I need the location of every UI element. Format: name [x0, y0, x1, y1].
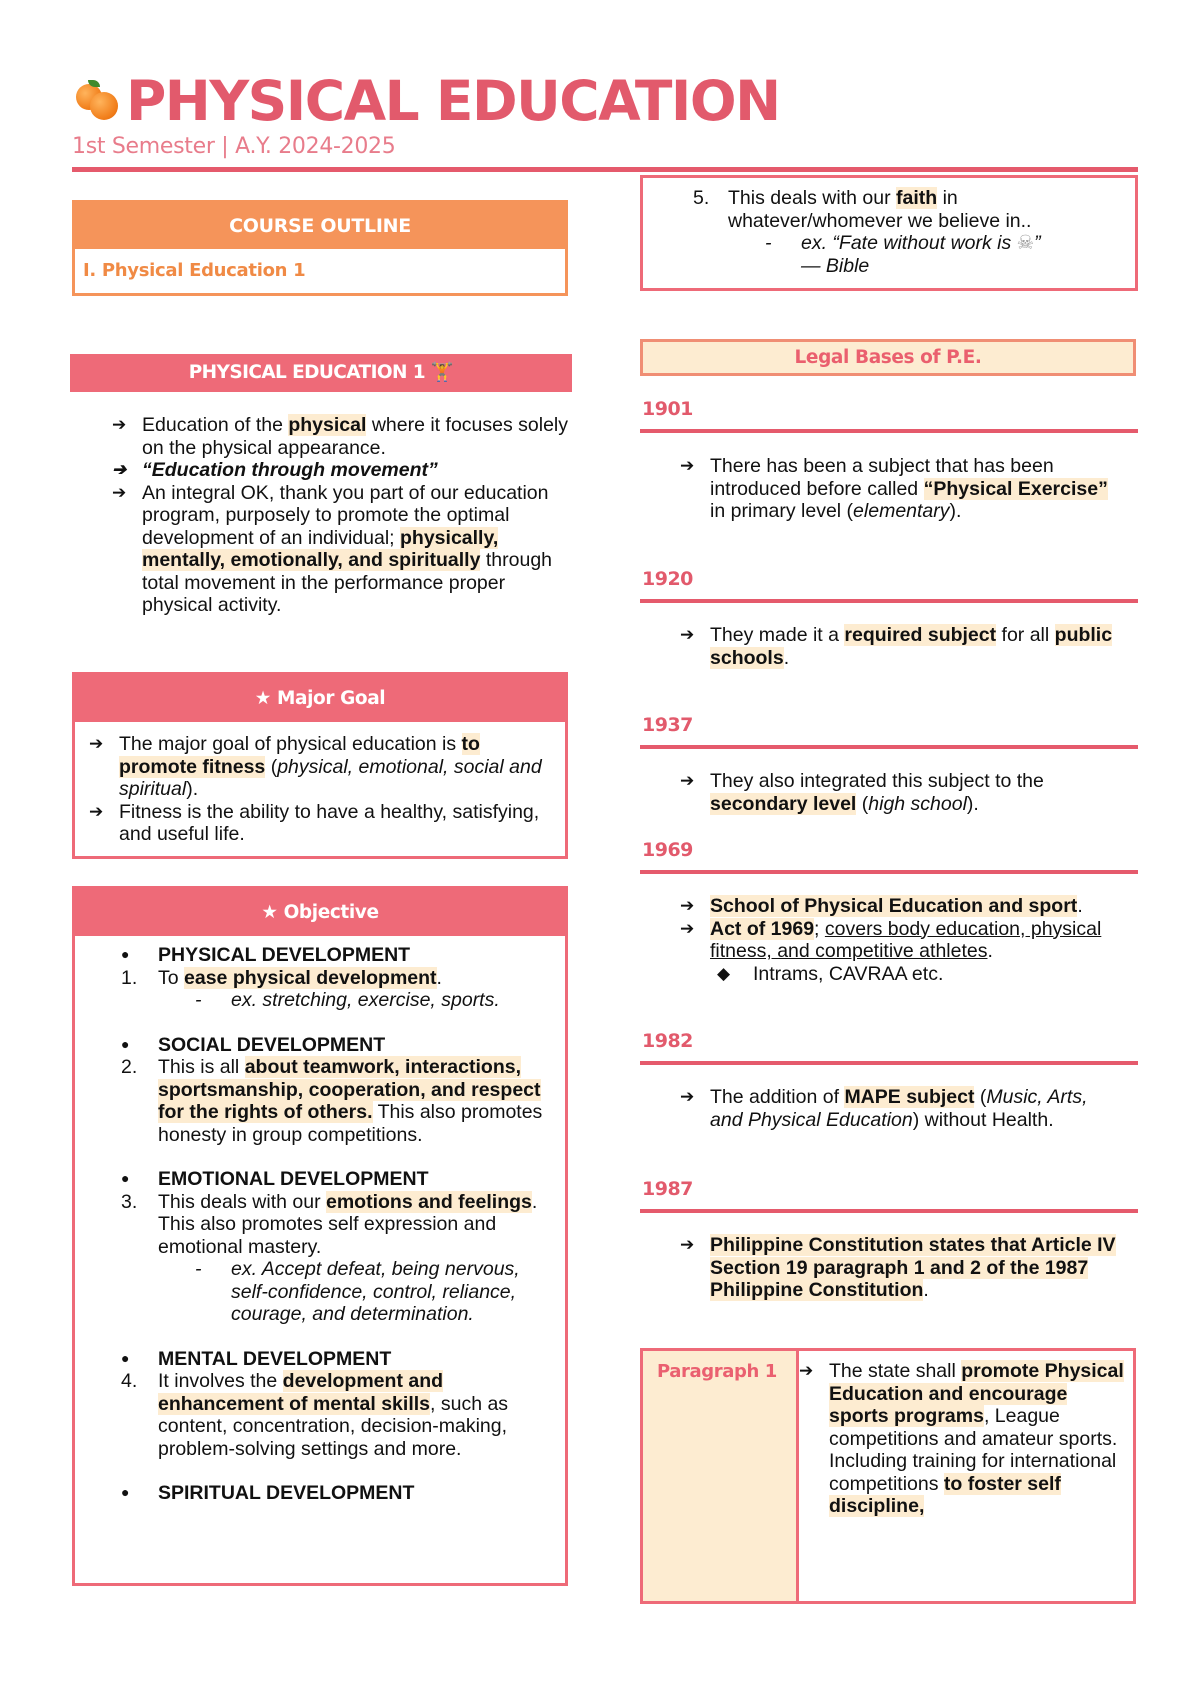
list-item: ➔ “Education through movement”: [112, 459, 572, 482]
year-1982-text: ➔ The addition of MAPE subject (Music, Arts, and Physical Education) without Health.: [680, 1086, 1120, 1131]
year-1937: 1937: [642, 714, 693, 736]
year-divider: [640, 870, 1138, 874]
year-1987-text: ➔ Philippine Constitution states that Article IV Section 19 paragraph 1 and 2 of the 1987 Philippine Constitution.: [680, 1234, 1140, 1302]
year-1901-text: ➔ There has been a subject that has been introduced before called “Physical Exercise” in primary level (elementary).: [680, 455, 1120, 523]
pe1-heading: PHYSICAL EDUCATION 1 🏋: [70, 354, 572, 392]
list-item: ➔ The major goal of physical education is to promote fitness (physical, emotional, social and spiritual).: [89, 733, 555, 801]
objective-heading: ★ Objective: [75, 889, 565, 936]
year-1937-text: ➔ They also integrated this subject to the secondary level (high school).: [680, 770, 1120, 815]
year-divider: [640, 745, 1138, 749]
year-1901: 1901: [642, 398, 693, 420]
paragraph1-label-cell: [643, 1351, 799, 1601]
paragraph1-table: [640, 1348, 1136, 1604]
semester-subtitle: 1st Semester | A.Y. 2024-2025: [72, 134, 396, 159]
skull-icon: ☠: [1016, 232, 1035, 254]
spiritual-continued-box: 5. This deals with our faith in whatever/whomever we believe in.. - ex. “Fate without work is ☠” — Bible: [640, 175, 1138, 291]
bullet-icon: ●: [121, 1035, 130, 1052]
bullet-icon: ●: [121, 1484, 130, 1500]
objective-box: [72, 886, 568, 1586]
course-outline-item[interactable]: I. Physical Education 1: [83, 260, 306, 281]
paragraph1-label: Paragraph 1: [657, 1361, 777, 1382]
header-divider: [72, 167, 1138, 172]
year-1982: 1982: [642, 1030, 693, 1052]
year-1920-text: ➔ They made it a required subject for all public schools.: [680, 624, 1120, 669]
year-divider: [640, 599, 1138, 603]
major-goal-heading: ★ Major Goal: [75, 675, 565, 722]
course-outline-box: [72, 200, 568, 296]
oranges-icon: [74, 74, 126, 124]
objective-emotional: ● EMOTIONAL DEVELOPMENT 3. This deals with our emotions and feelings. This also promotes self expression and emotional mastery. - ex. Accept defeat, being nervous, self-confidence, control, reliance, courage, and determination.: [121, 1168, 538, 1325]
course-outline-heading: COURSE OUTLINE: [75, 203, 565, 249]
objective-physical: ● PHYSICAL DEVELOPMENT 1. To ease physical development. - ex. stretching, exercise, sports.: [121, 944, 500, 1011]
pe1-bullets: [112, 414, 572, 617]
year-divider: [640, 1209, 1138, 1213]
year-1987: 1987: [642, 1178, 693, 1200]
bullet-icon: ●: [121, 1349, 130, 1366]
year-1969-text: ➔ School of Physical Education and sport. ➔ Act of 1969; covers body education, physical fitness, and competitive athletes. ◆ Intrams, CAVRAA etc.: [680, 895, 1125, 985]
bullet-icon: ●: [121, 946, 130, 962]
major-goal-box: [72, 672, 568, 859]
objective-social: ● SOCIAL DEVELOPMENT 2. This is all about teamwork, interactions, sportsmanship, cooperation, and respect for the rights of others. This also promotes honesty in group competitions.: [121, 1033, 543, 1146]
list-item: ➔ An integral OK, thank you part of our education program, purposely to promote the optimal development of an individual; physically, mentally, emotionally, and spiritually through total movement in the performance proper physical activity.: [112, 482, 572, 617]
list-item: ➔ Fitness is the ability to have a healthy, satisfying, and useful life.: [89, 801, 555, 846]
year-1920: 1920: [642, 568, 693, 590]
objective-spiritual: ● SPIRITUAL DEVELOPMENT: [121, 1482, 415, 1504]
bullet-icon: ●: [121, 1170, 130, 1186]
year-1969: 1969: [642, 839, 693, 861]
year-divider: [640, 1061, 1138, 1065]
paragraph1-text: ➔ The state shall promote Physical Education and encourage sports programs, League competitions and amateur sports. Including training for international competitions to foster self discipline,: [829, 1360, 1124, 1518]
diamond-icon: ◆: [717, 963, 731, 983]
list-item: ➔ Education of the physical where it focuses solely on the physical appearance.: [112, 414, 572, 459]
page-title: PHYSICAL EDUCATION: [74, 66, 780, 136]
year-divider: [640, 429, 1138, 433]
objective-mental: ● MENTAL DEVELOPMENT 4. It involves the development and enhancement of mental skills, such as content, concentration, decision-making, problem-solving settings and more.: [121, 1347, 509, 1460]
legal-bases-heading: Legal Bases of P.E.: [640, 339, 1136, 376]
